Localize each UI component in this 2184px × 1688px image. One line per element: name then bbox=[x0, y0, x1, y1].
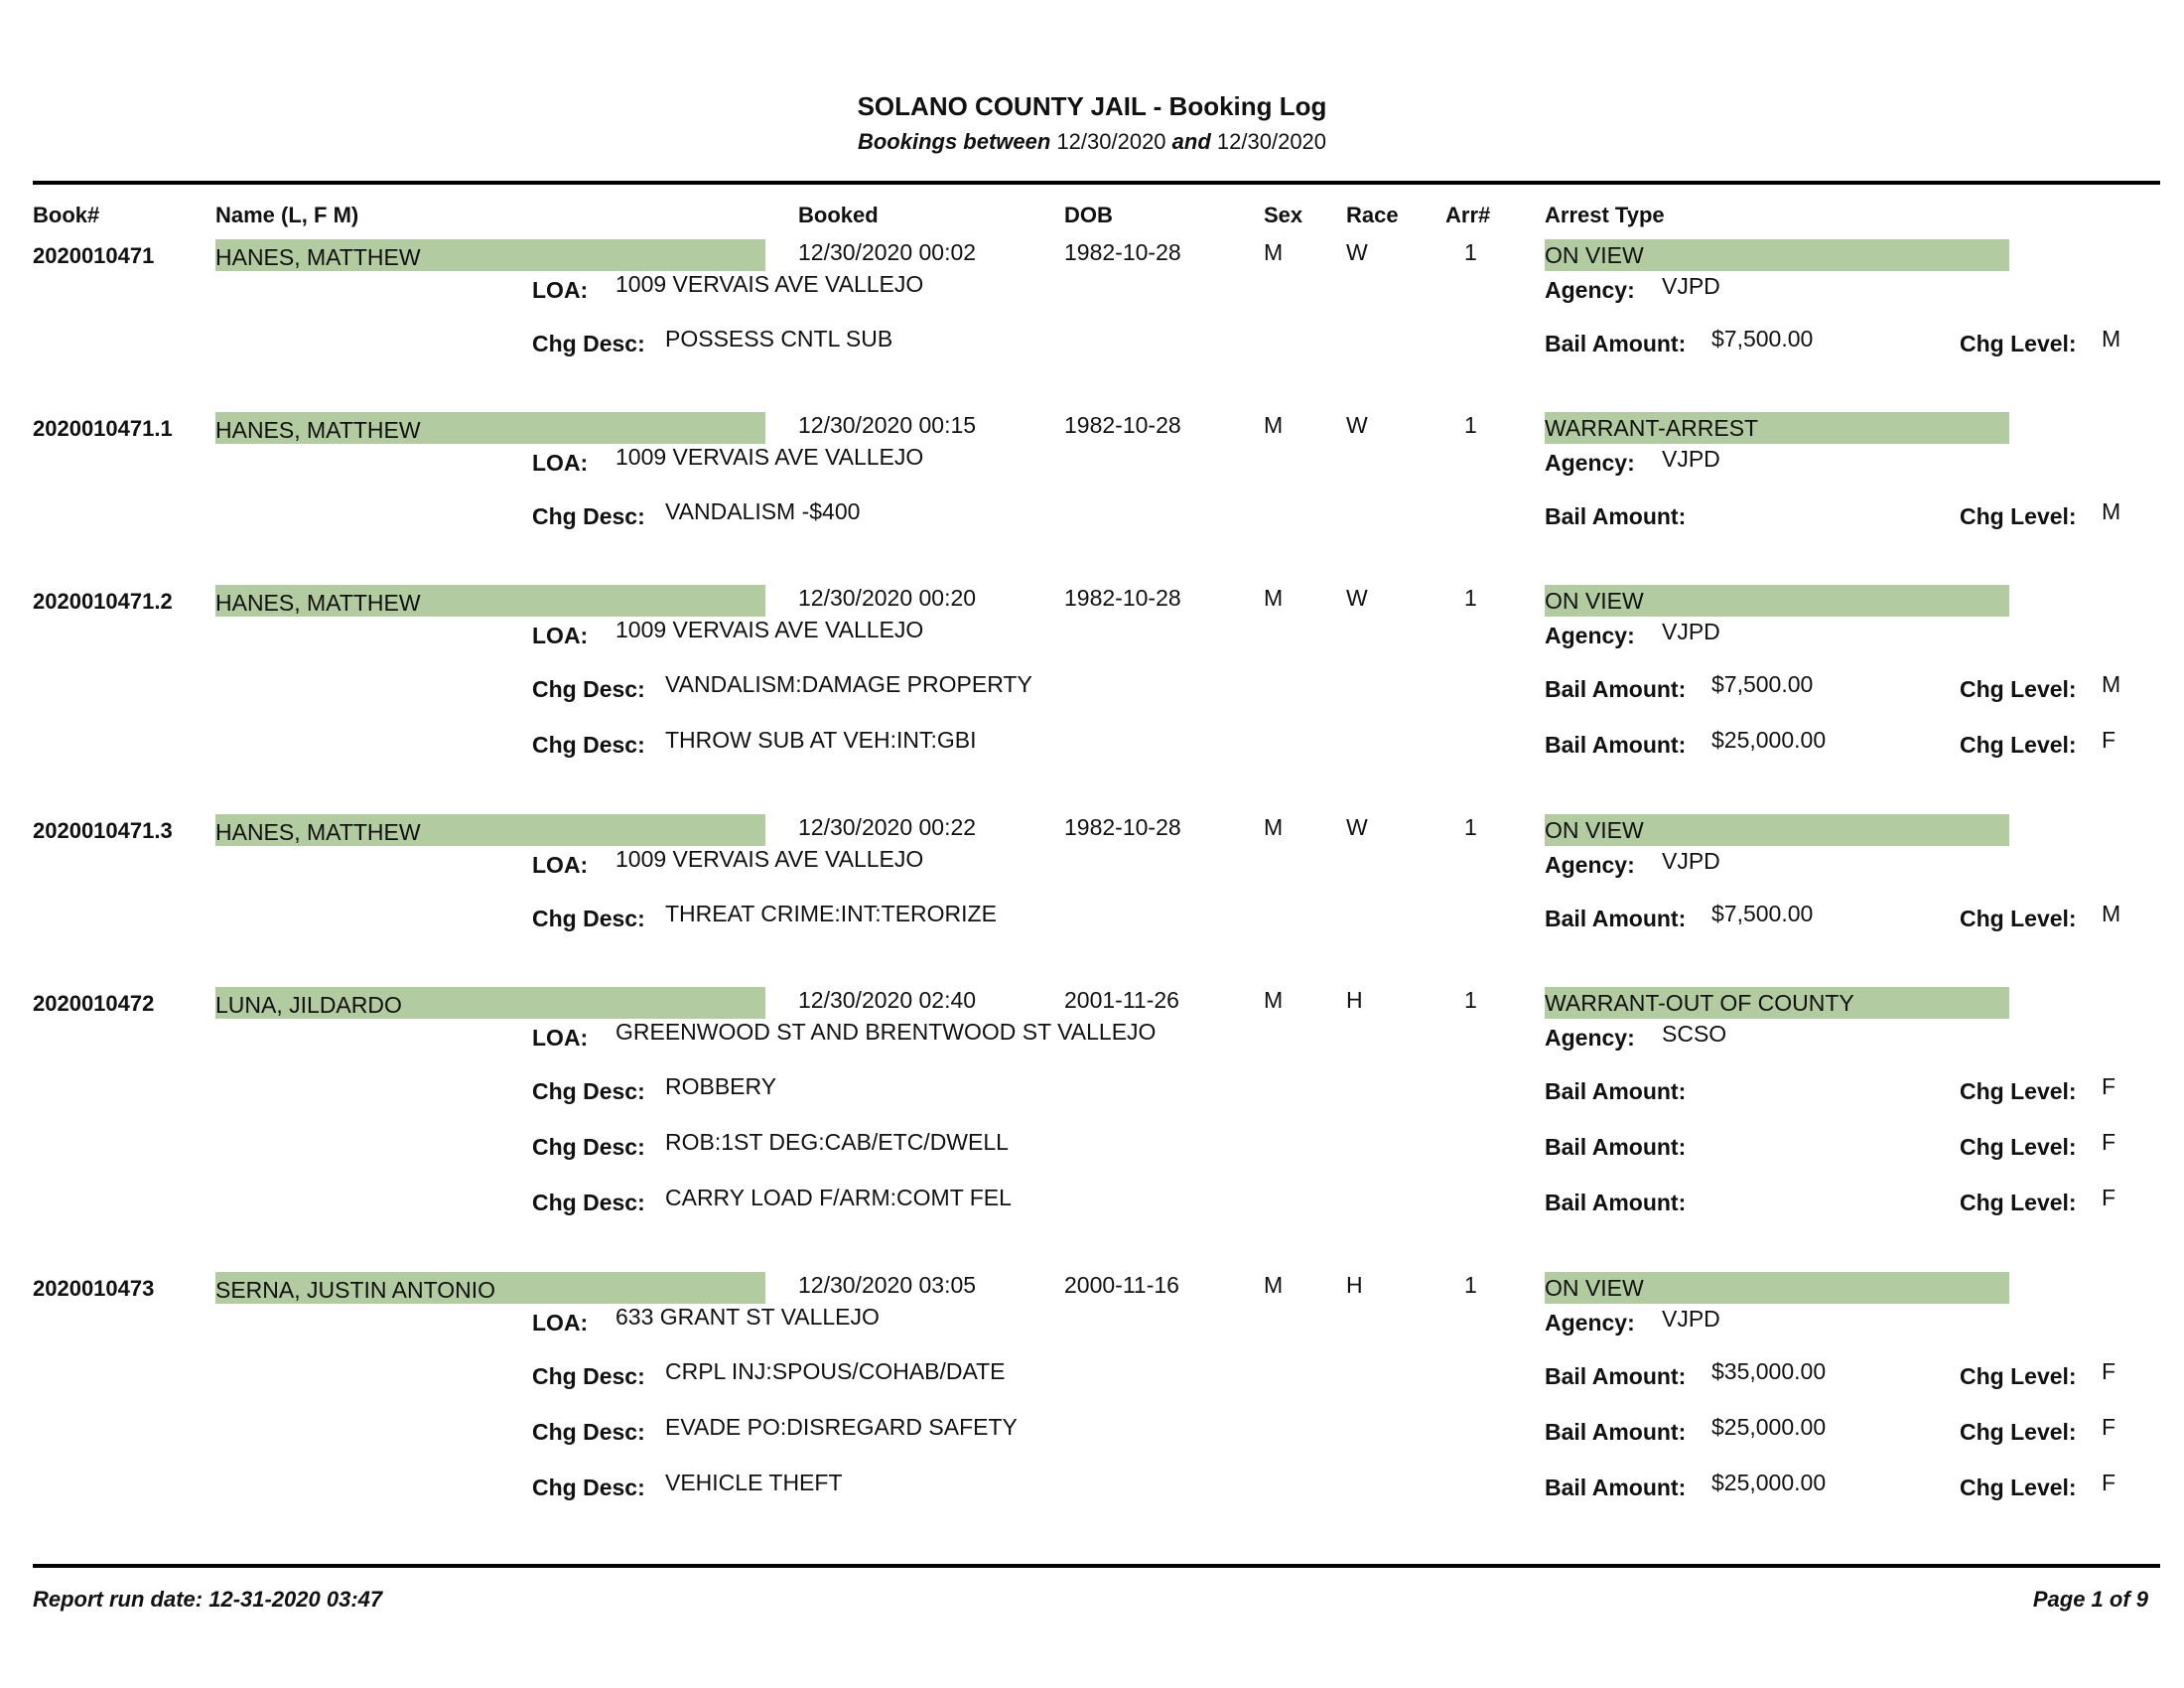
charge-level: F bbox=[2102, 1185, 2116, 1210]
col-header-sex: Sex bbox=[1264, 203, 1303, 227]
charge-description: THROW SUB AT VEH:INT:GBI bbox=[665, 727, 977, 753]
col-header-arrest-type: Arrest Type bbox=[1545, 203, 1665, 227]
inmate-name: HANES, MATTHEW bbox=[215, 417, 421, 443]
charge-level: M bbox=[2102, 498, 2121, 524]
charge-level: M bbox=[2102, 671, 2121, 697]
agency-label: Agency: bbox=[1545, 1025, 1635, 1051]
charge-desc-label: Chg Desc: bbox=[532, 1190, 645, 1215]
charge-level-label: Chg Level: bbox=[1960, 1475, 2077, 1500]
booked-datetime: 12/30/2020 00:02 bbox=[798, 239, 977, 265]
bail-amount-label: Bail Amount: bbox=[1545, 1419, 1687, 1445]
sex-value: M bbox=[1264, 412, 1284, 438]
book-number: 2020010471 bbox=[33, 243, 155, 268]
charge-description: CARRY LOAD F/ARM:COMT FEL bbox=[665, 1185, 1012, 1210]
charge-level: F bbox=[2102, 1129, 2116, 1155]
booked-datetime: 12/30/2020 00:20 bbox=[798, 585, 977, 611]
charge-desc-label: Chg Desc: bbox=[532, 503, 645, 529]
charge-desc-label: Chg Desc: bbox=[532, 676, 645, 702]
charge-desc-label: Chg Desc: bbox=[532, 331, 645, 356]
loa-label: LOA: bbox=[532, 277, 589, 303]
agency-label: Agency: bbox=[1545, 277, 1635, 303]
bail-amount-label: Bail Amount: bbox=[1545, 732, 1687, 758]
location-of-arrest: 1009 VERVAIS AVE VALLEJO bbox=[615, 617, 924, 642]
charge-desc-label: Chg Desc: bbox=[532, 906, 645, 931]
bail-amount: $7,500.00 bbox=[1711, 901, 1814, 926]
location-of-arrest: 633 GRANT ST VALLEJO bbox=[615, 1304, 880, 1330]
subtitle-and: and bbox=[1171, 129, 1211, 154]
arrest-count: 1 bbox=[1464, 585, 1477, 611]
bail-amount: $7,500.00 bbox=[1711, 671, 1814, 697]
bail-amount-label: Bail Amount: bbox=[1545, 1363, 1687, 1389]
arrest-type-highlight bbox=[1545, 585, 2009, 617]
name-highlight bbox=[215, 239, 765, 271]
arrest-type-highlight bbox=[1545, 987, 2009, 1019]
arrest-type-highlight bbox=[1545, 1272, 2009, 1304]
arrest-count: 1 bbox=[1464, 1272, 1477, 1298]
charge-description: VANDALISM -$400 bbox=[665, 498, 861, 524]
sex-value: M bbox=[1264, 987, 1284, 1013]
subtitle-prefix: Bookings between bbox=[857, 129, 1051, 154]
top-rule bbox=[33, 181, 2160, 185]
bail-amount-label: Bail Amount: bbox=[1545, 1078, 1687, 1104]
arrest-type: ON VIEW bbox=[1545, 817, 1644, 843]
date-of-birth: 1982-10-28 bbox=[1064, 585, 1181, 611]
subtitle-end-date: 12/30/2020 bbox=[1216, 129, 1327, 154]
bail-amount: $35,000.00 bbox=[1711, 1358, 1827, 1384]
race-value: W bbox=[1346, 412, 1368, 438]
book-number: 2020010471.3 bbox=[33, 818, 173, 843]
bail-amount: $7,500.00 bbox=[1711, 326, 1814, 352]
agency-label: Agency: bbox=[1545, 450, 1635, 476]
col-header-dob: DOB bbox=[1064, 203, 1113, 227]
date-of-birth: 1982-10-28 bbox=[1064, 814, 1181, 840]
bail-amount-label: Bail Amount: bbox=[1545, 503, 1687, 529]
subtitle-start-date: 12/30/2020 bbox=[1056, 129, 1166, 154]
charge-description: ROBBERY bbox=[665, 1073, 777, 1099]
arrest-count: 1 bbox=[1464, 239, 1477, 265]
inmate-name: HANES, MATTHEW bbox=[215, 244, 421, 270]
charge-level-label: Chg Level: bbox=[1960, 1363, 2077, 1389]
charge-description: POSSESS CNTL SUB bbox=[665, 326, 893, 352]
name-highlight bbox=[215, 814, 765, 846]
charge-level-label: Chg Level: bbox=[1960, 331, 2077, 356]
charge-level-label: Chg Level: bbox=[1960, 1419, 2077, 1445]
inmate-name: LUNA, JILDARDO bbox=[215, 992, 402, 1018]
location-of-arrest: 1009 VERVAIS AVE VALLEJO bbox=[615, 444, 924, 470]
bail-amount-label: Bail Amount: bbox=[1545, 1190, 1687, 1215]
book-number: 2020010473 bbox=[33, 1276, 155, 1301]
name-highlight bbox=[215, 987, 765, 1019]
charge-level: M bbox=[2102, 901, 2121, 926]
charge-level-label: Chg Level: bbox=[1960, 1190, 2077, 1215]
col-header-booked: Booked bbox=[798, 203, 879, 227]
charge-level-label: Chg Level: bbox=[1960, 732, 2077, 758]
agency-value: VJPD bbox=[1662, 446, 1720, 472]
page-number: Page 1 of 9 bbox=[2032, 1587, 2148, 1612]
charge-level: F bbox=[2102, 727, 2116, 753]
loa-label: LOA: bbox=[532, 1310, 589, 1336]
loa-label: LOA: bbox=[532, 623, 589, 648]
agency-value: SCSO bbox=[1662, 1021, 1727, 1047]
booked-datetime: 12/30/2020 00:15 bbox=[798, 412, 977, 438]
arrest-count: 1 bbox=[1464, 814, 1477, 840]
inmate-name: HANES, MATTHEW bbox=[215, 590, 421, 616]
name-highlight bbox=[215, 1272, 765, 1304]
charge-desc-label: Chg Desc: bbox=[532, 1419, 645, 1445]
charge-level-label: Chg Level: bbox=[1960, 676, 2077, 702]
arrest-count: 1 bbox=[1464, 412, 1477, 438]
arrest-type: ON VIEW bbox=[1545, 588, 1644, 614]
name-highlight bbox=[215, 412, 765, 444]
agency-value: VJPD bbox=[1662, 1306, 1720, 1332]
charge-level: F bbox=[2102, 1470, 2116, 1495]
charge-level: F bbox=[2102, 1073, 2116, 1099]
bail-amount: $25,000.00 bbox=[1711, 1414, 1827, 1440]
booked-datetime: 12/30/2020 00:22 bbox=[798, 814, 977, 840]
charge-description: ROB:1ST DEG:CAB/ETC/DWELL bbox=[665, 1129, 1009, 1155]
inmate-name: SERNA, JUSTIN ANTONIO bbox=[215, 1277, 496, 1303]
bottom-rule bbox=[33, 1564, 2160, 1568]
date-of-birth: 1982-10-28 bbox=[1064, 412, 1181, 438]
date-of-birth: 2001-11-26 bbox=[1064, 987, 1179, 1013]
sex-value: M bbox=[1264, 239, 1284, 265]
charge-description: THREAT CRIME:INT:TERORIZE bbox=[665, 901, 997, 926]
sex-value: M bbox=[1264, 585, 1284, 611]
agency-value: VJPD bbox=[1662, 848, 1720, 874]
book-number: 2020010471.1 bbox=[33, 416, 173, 441]
bail-amount-label: Bail Amount: bbox=[1545, 331, 1687, 356]
arrest-type: ON VIEW bbox=[1545, 1275, 1644, 1301]
charge-description: VANDALISM:DAMAGE PROPERTY bbox=[665, 671, 1032, 697]
charge-level: F bbox=[2102, 1358, 2116, 1384]
charge-desc-label: Chg Desc: bbox=[532, 1134, 645, 1160]
charge-desc-label: Chg Desc: bbox=[532, 732, 645, 758]
bail-amount-label: Bail Amount: bbox=[1545, 906, 1687, 931]
charge-description: VEHICLE THEFT bbox=[665, 1470, 843, 1495]
col-header-book: Book# bbox=[33, 203, 100, 227]
charge-desc-label: Chg Desc: bbox=[532, 1475, 645, 1500]
charge-description: CRPL INJ:SPOUS/COHAB/DATE bbox=[665, 1358, 1006, 1384]
agency-label: Agency: bbox=[1545, 1310, 1635, 1336]
race-value: H bbox=[1346, 1272, 1363, 1298]
race-value: W bbox=[1346, 585, 1368, 611]
arrest-type: ON VIEW bbox=[1545, 242, 1644, 268]
arrest-type-highlight bbox=[1545, 239, 2009, 271]
report-subtitle bbox=[0, 129, 2184, 155]
arrest-type: WARRANT-ARREST bbox=[1545, 415, 1759, 441]
name-highlight bbox=[215, 585, 765, 617]
booked-datetime: 12/30/2020 03:05 bbox=[798, 1272, 977, 1298]
charge-level-label: Chg Level: bbox=[1960, 1078, 2077, 1104]
charge-description: EVADE PO:DISREGARD SAFETY bbox=[665, 1414, 1018, 1440]
book-number: 2020010472 bbox=[33, 991, 155, 1016]
location-of-arrest: 1009 VERVAIS AVE VALLEJO bbox=[615, 846, 924, 872]
date-of-birth: 1982-10-28 bbox=[1064, 239, 1181, 265]
race-value: W bbox=[1346, 814, 1368, 840]
arrest-type-highlight bbox=[1545, 412, 2009, 444]
report-run-date: Report run date: 12-31-2020 03:47 bbox=[33, 1587, 383, 1612]
agency-label: Agency: bbox=[1545, 623, 1635, 648]
col-header-name: Name (L, F M) bbox=[215, 203, 359, 227]
arrest-type-highlight bbox=[1545, 814, 2009, 846]
arrest-type: WARRANT-OUT OF COUNTY bbox=[1545, 990, 1854, 1016]
race-value: W bbox=[1346, 239, 1368, 265]
loa-label: LOA: bbox=[532, 852, 589, 878]
arrest-count: 1 bbox=[1464, 987, 1477, 1013]
charge-desc-label: Chg Desc: bbox=[532, 1363, 645, 1389]
location-of-arrest: GREENWOOD ST AND BRENTWOOD ST VALLEJO bbox=[615, 1019, 1157, 1045]
report-title: SOLANO COUNTY JAIL - Booking Log bbox=[857, 91, 1327, 121]
col-header-race: Race bbox=[1346, 203, 1399, 227]
agency-value: VJPD bbox=[1662, 273, 1720, 299]
booked-datetime: 12/30/2020 02:40 bbox=[798, 987, 977, 1013]
agency-label: Agency: bbox=[1545, 852, 1635, 878]
bail-amount-label: Bail Amount: bbox=[1545, 1475, 1687, 1500]
bail-amount: $25,000.00 bbox=[1711, 1470, 1827, 1495]
charge-desc-label: Chg Desc: bbox=[532, 1078, 645, 1104]
charge-level: F bbox=[2102, 1414, 2116, 1440]
sex-value: M bbox=[1264, 1272, 1284, 1298]
bail-amount: $25,000.00 bbox=[1711, 727, 1827, 753]
location-of-arrest: 1009 VERVAIS AVE VALLEJO bbox=[615, 271, 924, 297]
bail-amount-label: Bail Amount: bbox=[1545, 1134, 1687, 1160]
col-header-arr: Arr# bbox=[1445, 203, 1491, 227]
loa-label: LOA: bbox=[532, 450, 589, 476]
date-of-birth: 2000-11-16 bbox=[1064, 1272, 1179, 1298]
race-value: H bbox=[1346, 987, 1363, 1013]
charge-level: M bbox=[2102, 326, 2121, 352]
charge-level-label: Chg Level: bbox=[1960, 906, 2077, 931]
book-number: 2020010471.2 bbox=[33, 589, 173, 614]
bail-amount-label: Bail Amount: bbox=[1545, 676, 1687, 702]
charge-level-label: Chg Level: bbox=[1960, 1134, 2077, 1160]
agency-value: VJPD bbox=[1662, 619, 1720, 644]
sex-value: M bbox=[1264, 814, 1284, 840]
charge-level-label: Chg Level: bbox=[1960, 503, 2077, 529]
loa-label: LOA: bbox=[532, 1025, 589, 1051]
inmate-name: HANES, MATTHEW bbox=[215, 819, 421, 845]
